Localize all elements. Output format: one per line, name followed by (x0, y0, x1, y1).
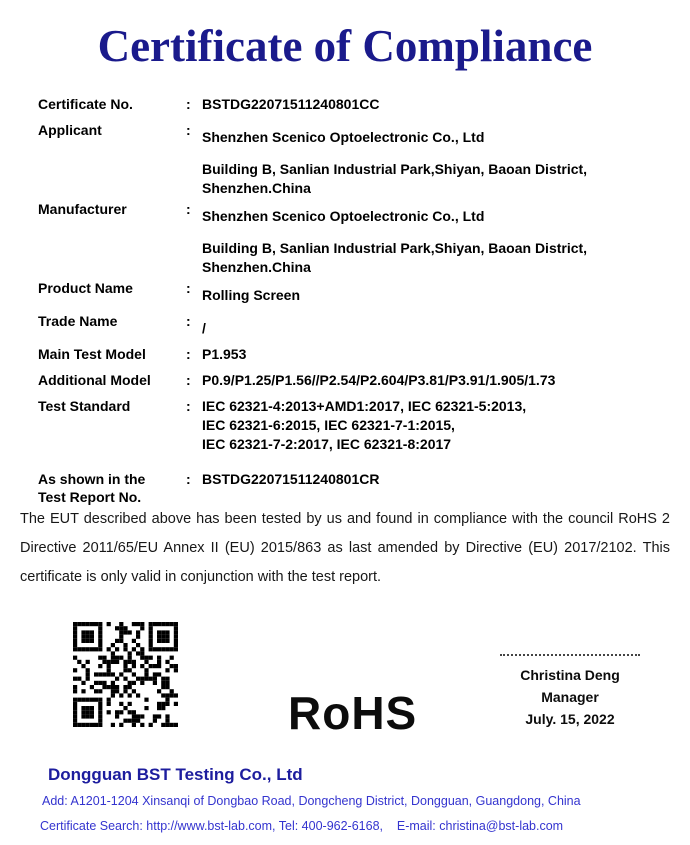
test-standard-line1: IEC 62321-4:2013+AMD1:2017, IEC 62321-5:2013, (202, 398, 527, 414)
test-standard-line3: IEC 62321-7-2:2017, IEC 62321-8:2017 (202, 436, 452, 452)
field-label: Test Standard (38, 398, 131, 414)
field-value (202, 121, 654, 198)
footer-address: Add: A1201-1204 Xinsanqi of Dongbao Road, Dongcheng District, Dongguan, Guangdong, China (42, 794, 581, 808)
manufacturer-address (202, 239, 654, 277)
compliance-statement: The EUT described above has been tested by us and found in compliance with the council RoHS 2 Directive 2011/65/EU Annex II (EU) 2015/863 as last amended by Directive (EU) 2017/2102. This certificate is only valid in conjunction with the test report. (20, 511, 670, 585)
footer-certificate-search: Certificate Search: http://www.bst-lab.com, Tel: 400-962-6168, E-mail: christina@bst-lab.com (40, 819, 564, 833)
signature-date: July. 15, 2022 (525, 711, 615, 727)
field-value: / (202, 320, 206, 336)
applicant-name: Shenzhen Scenico Optoelectronic Co., Ltd (202, 129, 485, 145)
field-label: Applicant (38, 122, 102, 138)
field-value (202, 200, 654, 277)
field-label: Trade Name (38, 313, 118, 329)
signature-dotted-line (500, 654, 640, 656)
signature-name: Christina Deng (520, 667, 620, 683)
field-separator: : (186, 122, 191, 138)
field-value: P1.953 (202, 346, 247, 362)
applicant-address (202, 160, 654, 198)
field-separator: : (186, 372, 191, 388)
field-product-name (38, 279, 654, 304)
field-separator: : (186, 280, 191, 296)
field-separator: : (186, 471, 191, 487)
field-label: Certificate No. (38, 96, 133, 112)
applicant-address-line2: Shenzhen.China (202, 180, 311, 196)
manufacturer-address-line2: Shenzhen.China (202, 259, 311, 275)
certificate-title: Certificate of Compliance (97, 21, 593, 71)
field-test-report-no (38, 470, 654, 506)
field-label: Product Name (38, 280, 133, 296)
test-standard-line2: IEC 62321-6:2015, IEC 62321-7-1:2015, (202, 417, 455, 433)
field-value: BSTDG22071511240801CR (202, 471, 380, 487)
field-separator: : (186, 398, 191, 414)
certificate-fields (38, 95, 654, 514)
field-separator: : (186, 96, 191, 112)
manufacturer-address-line1: Building B, Sanlian Industrial Park,Shiyan, Baoan District, (202, 240, 588, 256)
applicant-address-line1: Building B, Sanlian Industrial Park,Shiyan, Baoan District, (202, 161, 588, 177)
field-separator: : (186, 201, 191, 217)
test-report-label-line2: Test Report No. (38, 489, 142, 505)
footer-company-name: Dongguan BST Testing Co., Ltd (48, 765, 303, 784)
field-additional-model (38, 371, 654, 389)
field-manufacturer (38, 200, 654, 277)
field-main-test-model (38, 345, 654, 363)
field-test-standard (38, 397, 654, 454)
signature-title: Manager (541, 689, 599, 705)
field-certificate-no (38, 95, 654, 113)
field-value: P0.9/P1.25/P1.56//P2.54/P2.604/P3.81/P3.91/1.905/1.73 (202, 372, 556, 388)
field-applicant (38, 121, 654, 198)
field-label (38, 470, 186, 506)
test-report-label-line1: As shown in the (38, 471, 146, 487)
field-separator: : (186, 313, 191, 329)
field-label: Main Test Model (38, 346, 146, 362)
field-value: BSTDG22071511240801CC (202, 96, 380, 112)
field-label: Additional Model (38, 372, 151, 388)
signature-block (498, 654, 642, 730)
field-separator: : (186, 346, 191, 362)
field-value: Rolling Screen (202, 287, 301, 303)
qr-code (73, 622, 178, 727)
field-value (202, 397, 654, 454)
field-trade-name (38, 312, 654, 337)
rohs-mark: RoHS (288, 687, 418, 739)
field-label: Manufacturer (38, 201, 127, 217)
manufacturer-name: Shenzhen Scenico Optoelectronic Co., Ltd (202, 208, 485, 224)
